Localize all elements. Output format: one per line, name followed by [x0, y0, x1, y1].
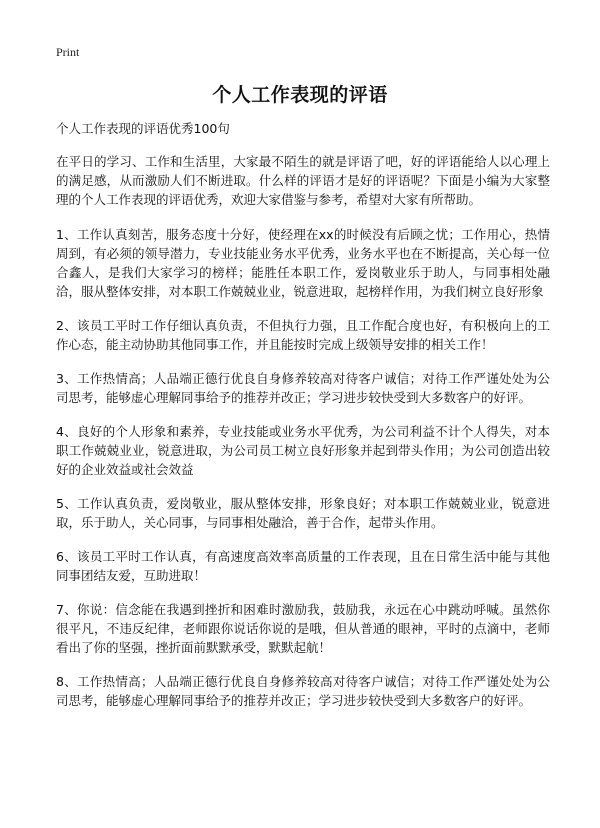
comment-item-8: 8、工作热情高；人品端正德行优良自身修养较高对待客户诚信；对待工作严谨处处为公司思考，能够虚心理解同事给予的推荐并改正；学习进步较快受到大多数客户的好评。	[56, 674, 550, 708]
comment-item-5: 5、工作认真负责，爱岗敬业，服从整体安排，形象良好；对本职工作兢兢业业，锐意进取，乐于助人，关心同事，与同事相处融洽，善于合作，起带头作用。	[56, 496, 550, 530]
comment-item-7: 7、你说：信念能在我遇到挫折和困难时激励我，鼓励我，永远在心中跳动呼喊。虽然你很平凡，不违反纪律，老师跟你说话你说的是哦，但从普通的眼神，平时的点滴中，老师看出了你的坚强，挫折面前默默承受，默默起航！	[56, 602, 550, 655]
comment-item-4: 4、良好的个人形象和素养，专业技能或业务水平优秀，为公司利益不计个人得失，对本职工作兢兢业业，锐意进取，为公司员工树立良好形象并起到带头作用；为公司创造出较好的企业效益或社会效益	[56, 424, 550, 477]
comment-item-3: 3、工作热情高；人品端正德行优良自身修养较高对待客户诚信；对待工作严谨处处为公司思考，能够虚心理解同事给予的推荐并改正；学习进步较快受到大多数客户的好评。	[56, 371, 550, 405]
print-link[interactable]: Print	[56, 45, 80, 59]
comment-item-2: 2、该员工平时工作仔细认真负责，不但执行力强，且工作配合度也好，有积极向上的工作心态，能主动协助其他同事工作，并且能按时完成上级领导安排的相关工作！	[56, 318, 550, 352]
comment-item-1: 1、工作认真刻苦，服务态度十分好，使经理在xx的时候没有后顾之忧；工作用心，热情周到，有必须的领导潜力，专业技能业务水平优秀，业务水平也在不断提高，关心每一位合鑫人，是我们大家学习的榜样；能胜任本职工作，爱岗敬业乐于助人，与同事相处融洽，服从整体安排，对本职工作兢兢业业，锐意进取，起榜样作用，为我们树立良好形象	[56, 227, 550, 299]
page-title: 个人工作表现的评语	[212, 84, 388, 106]
article-body	[56, 119, 550, 725]
comment-item-6: 6、该员工平时工作认真，有高速度高效率高质量的工作表现，且在日常生活中能与其他同事团结友爱，互助进取！	[56, 549, 550, 583]
article-subtitle: 个人工作表现的评语优秀100句	[56, 121, 230, 136]
intro-paragraph: 在平日的学习、工作和生活里，大家最不陌生的就是评语了吧，好的评语能给人以心理上的满足感，从而激励人们不断进取。什么样的评语才是好的评语呢？下面是小编为大家整理的个人工作表现的评语优秀，欢迎大家借鉴与参考，希望对大家有所帮助。	[56, 154, 550, 207]
